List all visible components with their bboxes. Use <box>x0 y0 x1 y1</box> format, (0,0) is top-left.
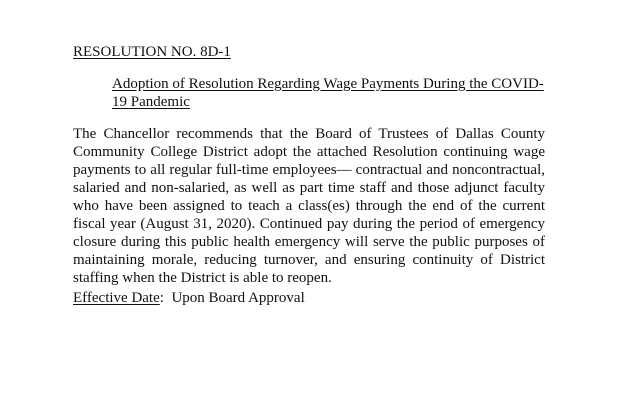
effective-date-separator: : <box>159 290 172 306</box>
effective-date-label: Effective Date <box>73 290 160 306</box>
effective-date-value: Upon Board Approval <box>171 290 305 306</box>
resolution-title: Adoption of Resolution Regarding Wage Payments During the COVID-19 Pandemic <box>112 76 544 110</box>
resolution-number: RESOLUTION NO. 8D-1 <box>73 44 231 60</box>
effective-date <box>73 289 305 307</box>
resolution-body: The Chancellor recommends that the Board of Trustees of Dallas County Community College District adopt the attached Resolution continuing wage payments to all regular full-time employees— contractual and noncontractual, salaried and non-salaried, as well as part time staff and those adjunct faculty who have been assigned to teach a class(es) through the end of the current fiscal year (August 31, 2020). Continued pay during the period of emergency closure during this public health emergency will serve the public purposes of maintaining morale, reducing turnover, and ensuring continuity of District staffing when the District is able to reopen. <box>73 126 545 286</box>
